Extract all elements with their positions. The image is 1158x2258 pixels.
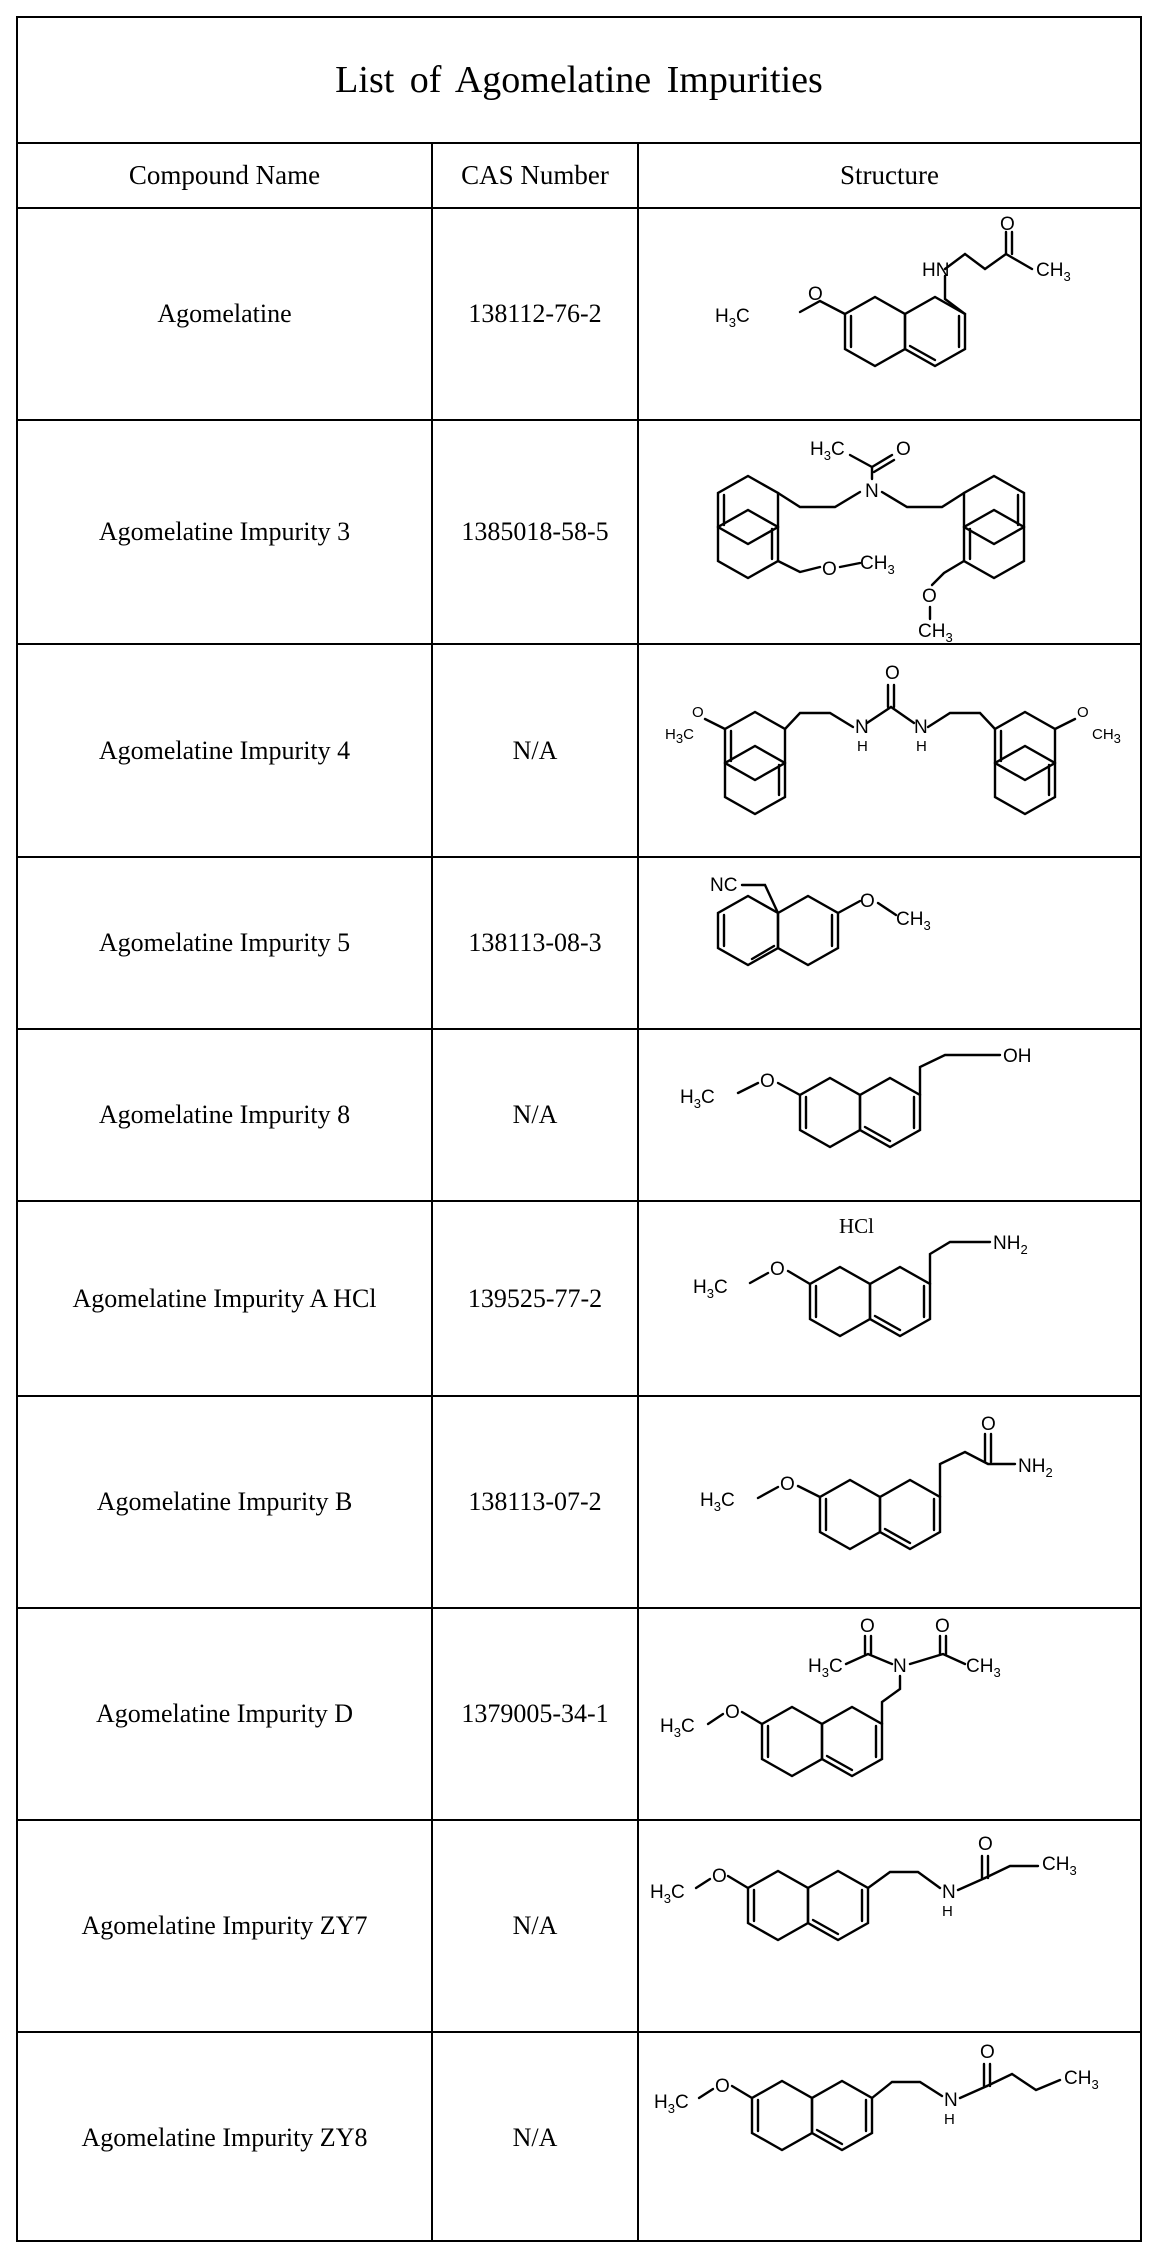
svg-text:H3C: $H_3C$ <box>692 1276 728 1301</box>
svg-text:H3C: $H_3C$ <box>809 439 845 463</box>
table-row <box>18 1397 1140 1609</box>
svg-text:H3C: $H_3C$ <box>659 1716 695 1740</box>
cas-number: N/A <box>433 1030 639 1200</box>
svg-text:O: O <box>821 559 837 580</box>
svg-text:H: H <box>915 737 927 755</box>
svg-text:NH2: $NH_2$ <box>992 1232 1028 1257</box>
svg-text:O: O <box>980 1414 996 1435</box>
svg-text:O: O <box>859 1616 875 1637</box>
column-header-name: Compound Name <box>18 144 433 207</box>
svg-text:N: N <box>864 481 879 502</box>
impurity-5-structure-icon <box>660 863 1120 1023</box>
svg-text:N: N <box>854 716 869 738</box>
svg-text:CH3: $CH_3$ <box>917 621 953 645</box>
svg-text:CH3: $CH_3$ <box>1063 2067 1099 2092</box>
table-header-row <box>18 144 1140 209</box>
column-header-structure: Structure <box>840 160 939 190</box>
cas-number: 1385018-58-5 <box>433 421 639 643</box>
table-row <box>18 858 1140 1030</box>
svg-text:O: O <box>999 214 1015 235</box>
svg-text:O: O <box>859 891 875 912</box>
cas-number: 1379005-34-1 <box>433 1609 639 1819</box>
compound-name: Agomelatine Impurity 3 <box>18 421 433 643</box>
cas-number: 139525-77-2 <box>433 1202 639 1395</box>
compound-name: Agomelatine Impurity A HCl <box>18 1202 433 1395</box>
svg-text:NH2: $NH_2$ <box>1017 1456 1053 1480</box>
impurity-sheet <box>16 16 1142 2242</box>
compound-name: Agomelatine <box>18 209 433 419</box>
svg-text:H3C: $H_3C$ <box>714 306 750 330</box>
compound-name: Agomelatine Impurity D <box>18 1609 433 1819</box>
svg-text:O: O <box>779 1474 795 1495</box>
cas-number: N/A <box>433 645 639 856</box>
page-title: List of Agomelatine Impurities <box>18 18 1140 144</box>
cas-number: 138113-08-3 <box>433 858 639 1028</box>
svg-text:H3C: H3C <box>664 725 694 746</box>
table-row <box>18 1030 1140 1202</box>
impurity-zy7-structure-icon <box>649 1826 1120 2026</box>
svg-text:N: N <box>892 1656 907 1677</box>
svg-text:O: O <box>977 1834 993 1855</box>
svg-text:OH: OH <box>1002 1046 1031 1067</box>
structure-cell <box>639 1821 1140 2031</box>
svg-text:O: O <box>759 1071 775 1092</box>
cas-number: N/A <box>433 2033 639 2242</box>
compound-name: Agomelatine Impurity 4 <box>18 645 433 856</box>
svg-text:O: O <box>769 1258 785 1280</box>
table-row <box>18 2033 1140 2242</box>
compound-name: Agomelatine Impurity ZY7 <box>18 1821 433 2031</box>
svg-text:H3C: $H_3C$ <box>807 1656 843 1680</box>
svg-text:CH3: CH3 <box>1091 725 1121 746</box>
svg-text:H3C: $H_3C$ <box>699 1490 735 1514</box>
svg-text:CH3: $CH_3$ <box>1041 1854 1077 1878</box>
compound-name: Agomelatine Impurity ZY8 <box>18 2033 433 2242</box>
table-row <box>18 645 1140 858</box>
compound-name: Agomelatine Impurity B <box>18 1397 433 1607</box>
svg-text:O: O <box>714 2075 730 2097</box>
svg-text:CH3: $CH_3$ <box>965 1656 1001 1680</box>
table-row <box>18 1609 1140 1821</box>
svg-text:NC: NC <box>709 875 737 896</box>
structure-cell <box>639 1397 1140 1607</box>
structure-cell <box>639 1030 1140 1200</box>
svg-text:O: O <box>724 1702 740 1723</box>
svg-text:O: O <box>1076 703 1089 721</box>
impurity-d-structure-icon <box>660 1614 1120 1814</box>
svg-text:O: O <box>921 586 937 607</box>
impurity-a-hcl-structure-icon <box>660 1209 1120 1389</box>
svg-text:O: O <box>934 1616 950 1637</box>
structure-cell <box>639 858 1140 1028</box>
svg-text:N: N <box>941 1882 956 1903</box>
svg-text:O: O <box>895 439 911 460</box>
svg-text:N: N <box>943 2089 958 2111</box>
structure-cell <box>639 1202 1140 1395</box>
impurity-4-structure-icon <box>660 651 1120 851</box>
svg-text:O: O <box>979 2041 995 2063</box>
svg-text:HN: HN <box>921 260 949 281</box>
compound-name: Agomelatine Impurity 8 <box>18 1030 433 1200</box>
salt-label: HCl <box>839 1214 875 1238</box>
cas-number: N/A <box>433 1821 639 2031</box>
impurity-8-structure-icon <box>660 1035 1120 1195</box>
impurity-3-structure-icon <box>660 427 1120 645</box>
structure-cell <box>639 209 1140 419</box>
svg-text:CH3: $CH_3$ <box>859 553 895 577</box>
svg-text:H: H <box>856 737 868 755</box>
svg-text:CH3: $CH_3$ <box>895 909 931 933</box>
svg-text:H: H <box>943 2110 955 2128</box>
svg-text:O: O <box>884 662 900 684</box>
structure-cell <box>639 645 1140 856</box>
svg-text:O: O <box>807 284 823 305</box>
impurity-zy8-structure-icon <box>653 2038 1120 2238</box>
svg-text:O: O <box>711 1866 727 1887</box>
svg-text:N: N <box>913 716 928 738</box>
svg-text:H: H <box>941 1903 953 1920</box>
table-row <box>18 1821 1140 2033</box>
table-row <box>18 209 1140 421</box>
column-header-cas: CAS Number <box>433 144 639 207</box>
table-row <box>18 1202 1140 1397</box>
cas-number: 138113-07-2 <box>433 1397 639 1607</box>
agomelatine-structure-icon <box>660 214 1120 414</box>
svg-text:H3C: $H_3C$ <box>653 2091 689 2116</box>
impurity-b-structure-icon <box>660 1402 1120 1602</box>
compound-name: Agomelatine Impurity 5 <box>18 858 433 1028</box>
svg-text:CH3: $CH_3$ <box>1035 260 1071 284</box>
structure-cell <box>639 1609 1140 1819</box>
cas-number: 138112-76-2 <box>433 209 639 419</box>
svg-text:H3C: $H_3C$ <box>679 1087 715 1111</box>
structure-cell <box>639 421 1140 643</box>
structure-cell <box>639 2033 1140 2242</box>
svg-text:H3C: $H_3C$ <box>649 1882 685 1906</box>
table-row <box>18 421 1140 645</box>
svg-text:O: O <box>691 703 704 721</box>
